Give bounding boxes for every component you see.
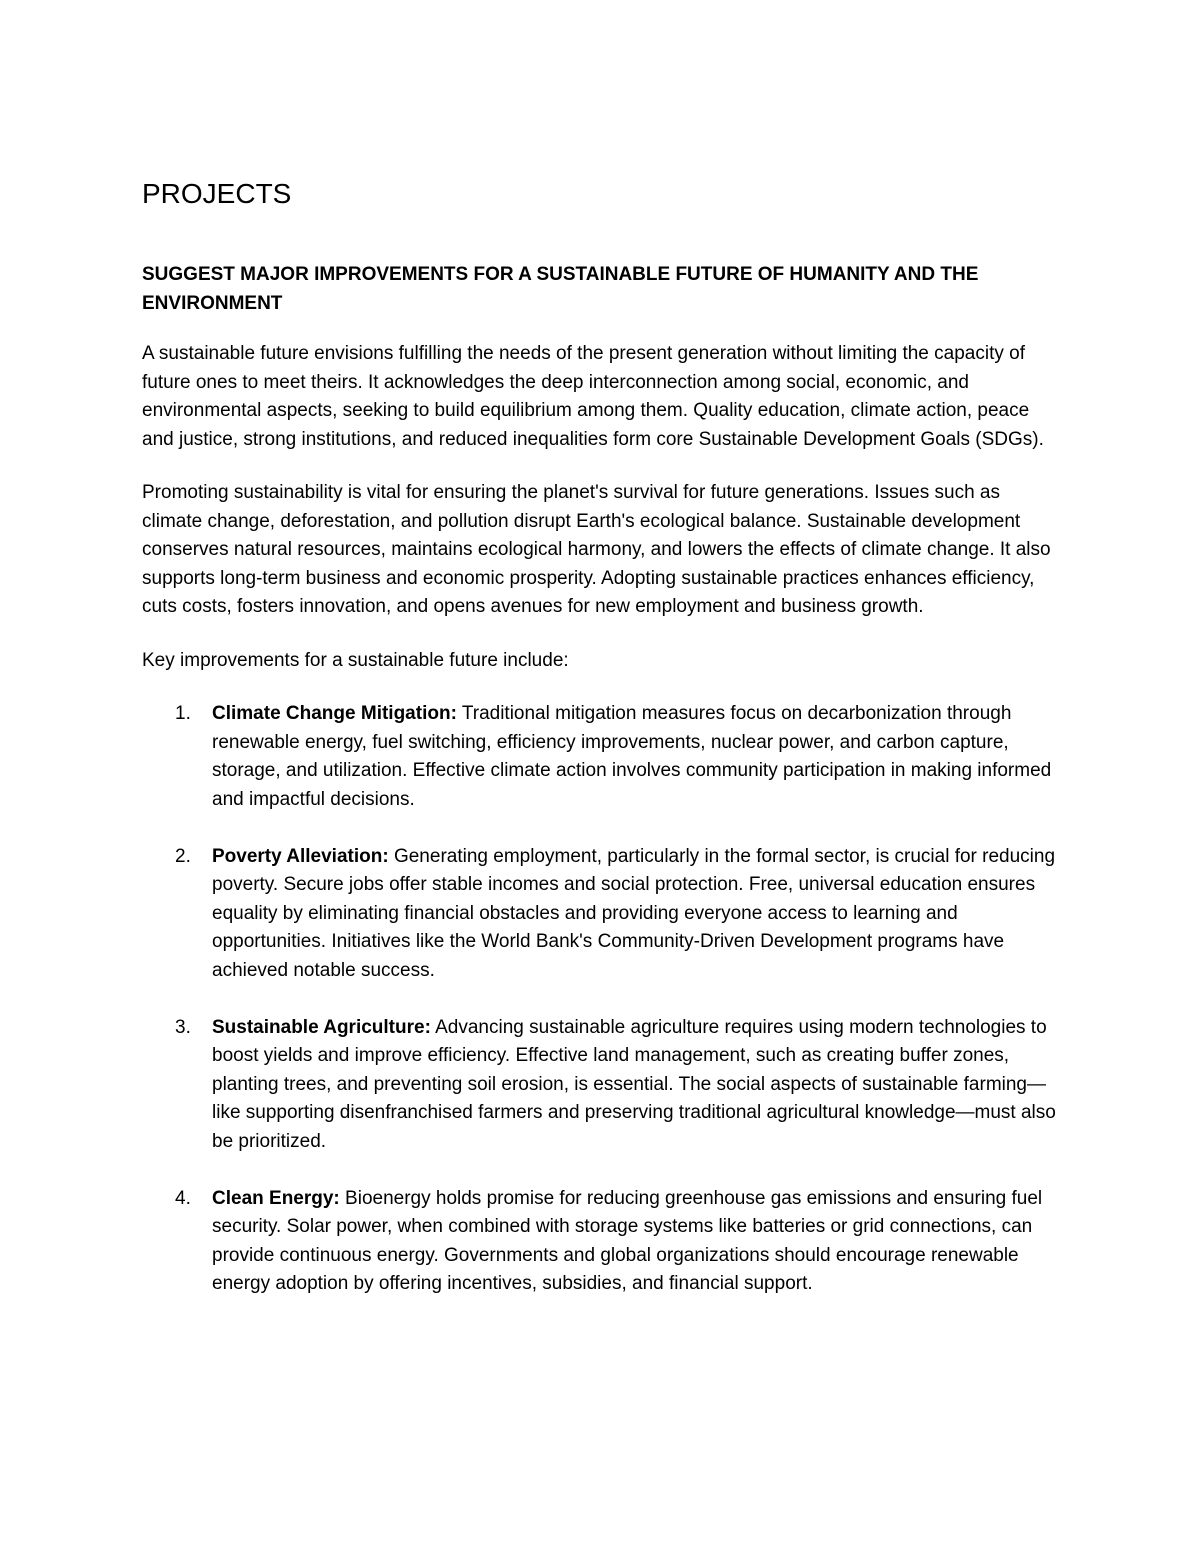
list-item-term: Clean Energy: [212,1187,340,1209]
list-item [142,1014,1062,1157]
list-item [142,700,1062,814]
document-page [142,176,1062,1327]
list-item-number: 1. [175,703,191,724]
list-item-number: 3. [175,1016,191,1038]
list-item-number: 2. [175,845,191,867]
page-title: PROJECTS [142,178,292,209]
list-item-text: Bioenergy holds promise for reducing greenhouse gas emissions and ensuring fuel security. Solar power, when combined with storage systems like batteries or grid connections, can provide continuous energy. Governments and global organizations should encourage renewable energy adoption by offering incentives, subsidies, and financial support. [212,1187,1043,1294]
list-item-number: 4. [175,1187,191,1209]
list-item-text: Generating employment, particularly in the formal sector, is crucial for reducing poverty. Secure jobs offer stable incomes and social protection. Free, universal education ensures equality by eliminating financial obstacles and providing everyone access to learning and opportunities. Initiatives like the World Bank's Community-Driven Development programs have achieved notable success. [212,845,1056,981]
list-item-text: Traditional mitigation measures focus on decarbonization through renewable energy, fuel switching, efficiency improvements, nuclear power, and carbon capture, storage, and utilization. Effective climate action involves community participation in making informed and impactful decisions. [212,703,1052,810]
list-item-text: Advancing sustainable agriculture requires using modern technologies to boost yields and improve efficiency. Effective land management, such as creating buffer zones, planting trees, and preventing soil erosion, is essential. The social aspects of sustainable farming—like supporting disenfranchised farmers and preserving traditional agricultural knowledge—must also be prioritized. [212,1016,1056,1152]
list-item-term: Climate Change Mitigation: [212,703,457,724]
list-intro-paragraph: Key improvements for a sustainable future include: [142,649,569,671]
list-item [142,843,1062,986]
section-heading: SUGGEST MAJOR IMPROVEMENTS FOR A SUSTAINABLE FUTURE OF HUMANITY AND THE ENVIRONMENT [142,264,979,314]
intro-paragraph: A sustainable future envisions fulfilling the needs of the present generation without limiting the capacity of future ones to meet theirs. It acknowledges the deep interconnection among social, economic, and environmental aspects, seeking to build equilibrium among them. Quality education, climate action, peace and justice, strong institutions, and reduced inequalities form core Sustainable Development Goals (SDGs). [142,343,1044,450]
list-item [142,1185,1062,1299]
sustainability-paragraph: Promoting sustainability is vital for ensuring the planet's survival for future generations. Issues such as climate change, deforestation, and pollution disrupt Earth's ecological balance. Sustainable development conserves natural resources, maintains ecological harmony, and lowers the effects of climate change. It also supports long-term business and economic prosperity. Adopting sustainable practices enhances efficiency, cuts costs, fosters innovation, and opens avenues for new employment and business growth. [142,482,1051,617]
list-item-term: Poverty Alleviation: [212,845,389,867]
improvements-list [142,700,1062,1299]
list-item-term: Sustainable Agriculture: [212,1016,431,1038]
